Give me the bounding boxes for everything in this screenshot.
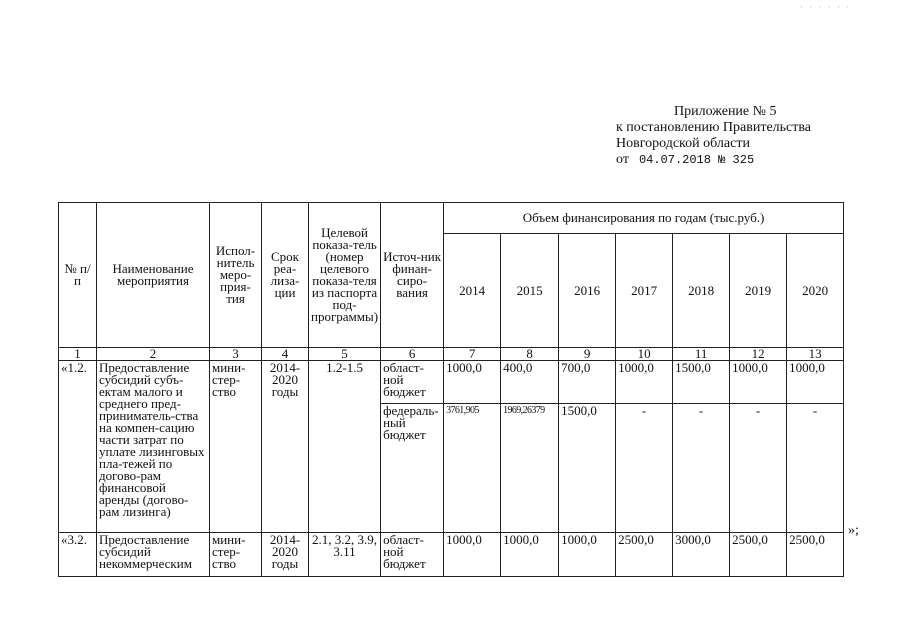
executor: мини-стер-ство (210, 361, 262, 533)
value-cell: 2500,0 (616, 533, 673, 577)
funding-source: област-ной бюджет (381, 533, 444, 577)
term: 2014-2020 годы (262, 361, 309, 533)
value-cell: - (787, 404, 844, 533)
value-cell: 1500,0 (559, 404, 616, 533)
col-number: 9 (559, 348, 616, 361)
year-cell: 2019 (730, 234, 787, 348)
executor: мини-стер-ство (210, 533, 262, 577)
col-number: 4 (262, 348, 309, 361)
value-cell: 2500,0 (787, 533, 844, 577)
year-cell: 2020 (787, 234, 844, 348)
col-number: 10 (616, 348, 673, 361)
table-row (59, 533, 844, 577)
value-cell: 400,0 (501, 361, 559, 404)
value-cell: 1000,0 (787, 361, 844, 404)
col-name-header: Наименование мероприятия (97, 203, 210, 348)
col-number: 6 (381, 348, 444, 361)
value-cell: 1000,0 (616, 361, 673, 404)
value-cell: 1000,0 (501, 533, 559, 577)
measure-name: Предоставление субсидий некоммерческим (97, 533, 210, 577)
target-indicator: 1.2-1.5 (309, 361, 381, 533)
value-cell: 2500,0 (730, 533, 787, 577)
year-cell: 2014 (444, 234, 501, 348)
col-number: 3 (210, 348, 262, 361)
col-exec-header: Испол-нитель меро-прия-тия (210, 203, 262, 348)
col-source-header: Источ-ник финан-сиро-вания (381, 203, 444, 348)
funding-source: област-ной бюджет (381, 361, 444, 404)
closing-quote: »; (848, 523, 859, 538)
col-number: 1 (59, 348, 97, 361)
year-cell: 2015 (501, 234, 559, 348)
value-cell: - (730, 404, 787, 533)
measure-name: Предоставление субсидий субъ-ектам малого и среднего пред-приниматель-ства на компен-сацию части затрат по уплате лизинговых пла-тежей по догово-рам финансовой аренды (догово-рам лизинга) (97, 361, 210, 533)
value-cell: 3761,905 (444, 404, 501, 533)
value-cell: - (616, 404, 673, 533)
col-number: 8 (501, 348, 559, 361)
appendix-title: Приложение № 5 (674, 104, 777, 119)
value-cell: 1000,0 (444, 361, 501, 404)
value-cell: 1000,0 (559, 533, 616, 577)
year-cell: 2016 (559, 234, 616, 348)
col-number: 2 (97, 348, 210, 361)
table-row (59, 361, 844, 404)
row-number: «3.2. (59, 533, 97, 577)
value-cell: 1969,26379 (501, 404, 559, 533)
scan-artifact: · · · · · · (800, 2, 852, 12)
col-volume-header: Объем финансирования по годам (тыс.руб.) (444, 203, 844, 234)
col-number: 7 (444, 348, 501, 361)
col-num-header: № п/п (59, 203, 97, 348)
value-cell: 1000,0 (730, 361, 787, 404)
appendix-date-line (616, 152, 811, 168)
funding-table (58, 202, 844, 577)
col-number: 11 (673, 348, 730, 361)
col-number: 13 (787, 348, 844, 361)
col-target-header: Целевой показа-тель (номер целевого показа-теля из паспорта под-программы) (309, 203, 381, 348)
funding-source: федераль-ный бюджет (381, 404, 444, 533)
header-row (59, 203, 844, 234)
column-numbers-row (59, 348, 844, 361)
year-cell: 2018 (673, 234, 730, 348)
target-indicator: 2.1, 3.2, 3.9, 3.11 (309, 533, 381, 577)
date-prefix: от (616, 152, 629, 167)
value-cell: 3000,0 (673, 533, 730, 577)
term: 2014-2020 годы (262, 533, 309, 577)
appendix-line3: Новгородской области (616, 136, 750, 151)
row-number: «1.2. (59, 361, 97, 533)
col-number: 12 (730, 348, 787, 361)
appendix-header (616, 104, 811, 168)
date-value: 04.07.2018 № 325 (638, 153, 755, 167)
value-cell: 1000,0 (444, 533, 501, 577)
col-term-header: Срок реа-лиза-ции (262, 203, 309, 348)
value-cell: 700,0 (559, 361, 616, 404)
col-number: 5 (309, 348, 381, 361)
value-cell: - (673, 404, 730, 533)
value-cell: 1500,0 (673, 361, 730, 404)
year-cell: 2017 (616, 234, 673, 348)
appendix-line2: к постановлению Правительства (616, 120, 812, 135)
